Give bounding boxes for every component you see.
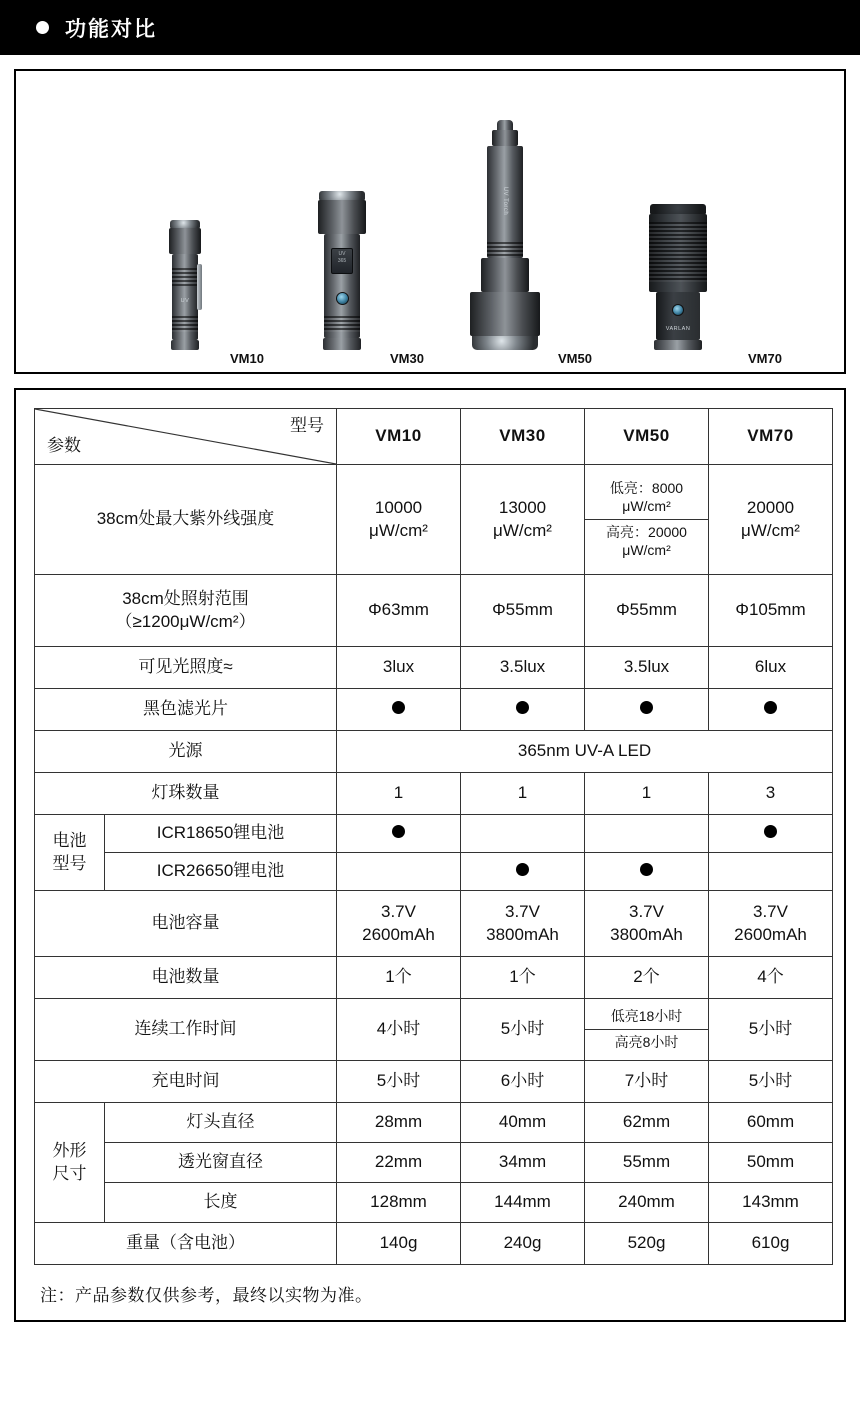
cell-window-diameter-vm70: 50mm — [709, 1143, 833, 1183]
row-label-charge-time: 充电时间 — [35, 1061, 337, 1103]
corner-param-label: 参数 — [47, 436, 81, 456]
product-image-vm70 — [646, 204, 782, 366]
cell-window-diameter-vm30: 34mm — [461, 1143, 585, 1183]
table-row — [35, 1143, 833, 1183]
cell-icr26650-vm50 — [585, 853, 709, 891]
cell-range-vm50: Φ55mm — [585, 575, 709, 647]
cell-illuminance-vm50: 3.5lux — [585, 647, 709, 689]
cell-icr18650-vm10 — [337, 815, 461, 853]
cell-battery-qty-vm10: 1个 — [337, 957, 461, 999]
row-label-uv-intensity: 38cm处最大紫外线强度 — [35, 465, 337, 575]
cell-length-vm70: 143mm — [709, 1183, 833, 1223]
cell-charge-vm10: 5小时 — [337, 1061, 461, 1103]
row-label-visible-illuminance: 可见光照度≈ — [35, 647, 337, 689]
table-row — [35, 689, 833, 731]
torch-vm10: UV — [168, 220, 202, 350]
table-row — [35, 575, 833, 647]
column-header-vm10: VM10 — [337, 409, 461, 465]
product-photo-panel — [14, 69, 846, 374]
row-label-irradiation-range: 38cm处照射范围 （≥1200μW/cm²） — [35, 575, 337, 647]
cell-runtime-vm30: 5小时 — [461, 999, 585, 1061]
cell-light-source-all: 365nm UV-A LED — [337, 731, 833, 773]
torch-vm70 — [646, 204, 710, 350]
row-label-icr18650: ICR18650锂电池 — [105, 815, 337, 853]
table-row — [35, 1223, 833, 1265]
table-row — [35, 465, 833, 575]
cell-uv-intensity-vm70: 20000 μW/cm² — [709, 465, 833, 575]
cell-runtime-vm50-low: 低亮18小时 — [610, 1007, 683, 1024]
cell-illuminance-vm10: 3lux — [337, 647, 461, 689]
cell-icr18650-vm50 — [585, 815, 709, 853]
cell-icr26650-vm10 — [337, 853, 461, 891]
cell-led-count-vm10: 1 — [337, 773, 461, 815]
check-dot-icon — [764, 825, 777, 838]
row-label-light-source: 光源 — [35, 731, 337, 773]
cell-capacity-vm70: 3.7V 2600mAh — [709, 891, 833, 957]
check-dot-icon — [764, 701, 777, 714]
cell-battery-qty-vm30: 1个 — [461, 957, 585, 999]
product-image-vm50 — [466, 120, 592, 366]
torch-vm50 — [466, 120, 544, 350]
spec-table-panel — [14, 388, 846, 1322]
cell-filter-vm50 — [585, 689, 709, 731]
product-label-vm70: VM70 — [748, 351, 782, 366]
table-header-row — [35, 409, 833, 465]
cell-illuminance-vm30: 3.5lux — [461, 647, 585, 689]
cell-length-vm50: 240mm — [585, 1183, 709, 1223]
check-dot-icon — [516, 863, 529, 876]
row-label-battery-qty: 电池数量 — [35, 957, 337, 999]
table-row — [35, 815, 833, 853]
cell-icr26650-vm30 — [461, 853, 585, 891]
row-group-label-dimensions: 外形 尺寸 — [35, 1103, 105, 1223]
row-label-head-diameter: 灯头直径 — [105, 1103, 337, 1143]
cell-weight-vm30: 240g — [461, 1223, 585, 1265]
table-row — [35, 647, 833, 689]
check-dot-icon — [640, 863, 653, 876]
torch-side-text: UV Torch — [502, 186, 508, 216]
column-header-vm50: VM50 — [585, 409, 709, 465]
check-dot-icon — [392, 701, 405, 714]
row-label-runtime: 连续工作时间 — [35, 999, 337, 1061]
column-header-vm30: VM30 — [461, 409, 585, 465]
cell-illuminance-vm70: 6lux — [709, 647, 833, 689]
corner-model-label: 型号 — [290, 416, 324, 435]
row-label-weight: 重量（含电池） — [35, 1223, 337, 1265]
cell-uv-intensity-vm30: 13000 μW/cm² — [461, 465, 585, 575]
bullet-dot-icon — [36, 21, 49, 34]
cell-weight-vm70: 610g — [709, 1223, 833, 1265]
row-label-led-count: 灯珠数量 — [35, 773, 337, 815]
table-row — [35, 731, 833, 773]
product-label-vm30: VM30 — [390, 351, 424, 366]
table-row — [35, 853, 833, 891]
cell-head-diameter-vm30: 40mm — [461, 1103, 585, 1143]
cell-capacity-vm10: 3.7V 2600mAh — [337, 891, 461, 957]
product-image-vm10 — [168, 220, 264, 366]
cell-icr18650-vm30 — [461, 815, 585, 853]
cell-range-vm30: Φ55mm — [461, 575, 585, 647]
table-row — [35, 891, 833, 957]
cell-uv-intensity-vm50 — [585, 465, 709, 575]
torch-brand-text: VARLAN — [665, 326, 691, 332]
row-label-length: 长度 — [105, 1183, 337, 1223]
table-row — [35, 1103, 833, 1143]
cell-icr18650-vm70 — [709, 815, 833, 853]
table-row — [35, 1183, 833, 1223]
cell-uv-intensity-vm50-low: 低亮：8000 μW/cm² — [609, 480, 684, 514]
row-label-window-diameter: 透光窗直径 — [105, 1143, 337, 1183]
product-label-vm50: VM50 — [558, 351, 592, 366]
row-label-icr26650: ICR26650锂电池 — [105, 853, 337, 891]
column-header-vm70: VM70 — [709, 409, 833, 465]
cell-filter-vm70 — [709, 689, 833, 731]
cell-window-diameter-vm10: 22mm — [337, 1143, 461, 1183]
row-group-label-battery-type: 电池 型号 — [35, 815, 105, 891]
cell-range-vm70: Φ105mm — [709, 575, 833, 647]
cell-capacity-vm50: 3.7V 3800mAh — [585, 891, 709, 957]
check-dot-icon — [516, 701, 529, 714]
cell-charge-vm70: 5小时 — [709, 1061, 833, 1103]
row-label-black-filter: 黑色滤光片 — [35, 689, 337, 731]
cell-runtime-vm50-high: 高亮8小时 — [585, 1029, 708, 1056]
cell-charge-vm30: 6小时 — [461, 1061, 585, 1103]
cell-filter-vm10 — [337, 689, 461, 731]
table-row — [35, 957, 833, 999]
section-header — [0, 0, 860, 55]
cell-range-vm10: Φ63mm — [337, 575, 461, 647]
cell-icr26650-vm70 — [709, 853, 833, 891]
cell-capacity-vm30: 3.7V 3800mAh — [461, 891, 585, 957]
cell-led-count-vm50: 1 — [585, 773, 709, 815]
cell-led-count-vm70: 3 — [709, 773, 833, 815]
cell-length-vm30: 144mm — [461, 1183, 585, 1223]
cell-head-diameter-vm70: 60mm — [709, 1103, 833, 1143]
product-label-vm10: VM10 — [230, 351, 264, 366]
cell-filter-vm30 — [461, 689, 585, 731]
check-dot-icon — [392, 825, 405, 838]
cell-head-diameter-vm10: 28mm — [337, 1103, 461, 1143]
corner-header-cell — [35, 409, 337, 465]
cell-weight-vm10: 140g — [337, 1223, 461, 1265]
cell-head-diameter-vm50: 62mm — [585, 1103, 709, 1143]
cell-runtime-vm10: 4小时 — [337, 999, 461, 1061]
spec-table — [34, 408, 833, 1265]
row-label-battery-capacity: 电池容量 — [35, 891, 337, 957]
check-dot-icon — [640, 701, 653, 714]
cell-length-vm10: 128mm — [337, 1183, 461, 1223]
table-note: 注：产品参数仅供参考，最终以实物为准。 — [40, 1286, 373, 1305]
product-image-vm30 — [316, 191, 424, 366]
page-title: 功能对比 — [65, 17, 157, 41]
cell-battery-qty-vm70: 4个 — [709, 957, 833, 999]
cell-runtime-vm50 — [585, 999, 709, 1061]
product-lineup — [16, 82, 844, 372]
cell-led-count-vm30: 1 — [461, 773, 585, 815]
table-row — [35, 1061, 833, 1103]
cell-uv-intensity-vm50-high: 高亮：20000 μW/cm² — [585, 519, 708, 563]
cell-battery-qty-vm50: 2个 — [585, 957, 709, 999]
cell-runtime-vm70: 5小时 — [709, 999, 833, 1061]
cell-charge-vm50: 7小时 — [585, 1061, 709, 1103]
table-row — [35, 999, 833, 1061]
cell-uv-intensity-vm10: 10000 μW/cm² — [337, 465, 461, 575]
cell-window-diameter-vm50: 55mm — [585, 1143, 709, 1183]
cell-weight-vm50: 520g — [585, 1223, 709, 1265]
torch-vm30: UV 365 — [316, 191, 368, 350]
table-row — [35, 773, 833, 815]
